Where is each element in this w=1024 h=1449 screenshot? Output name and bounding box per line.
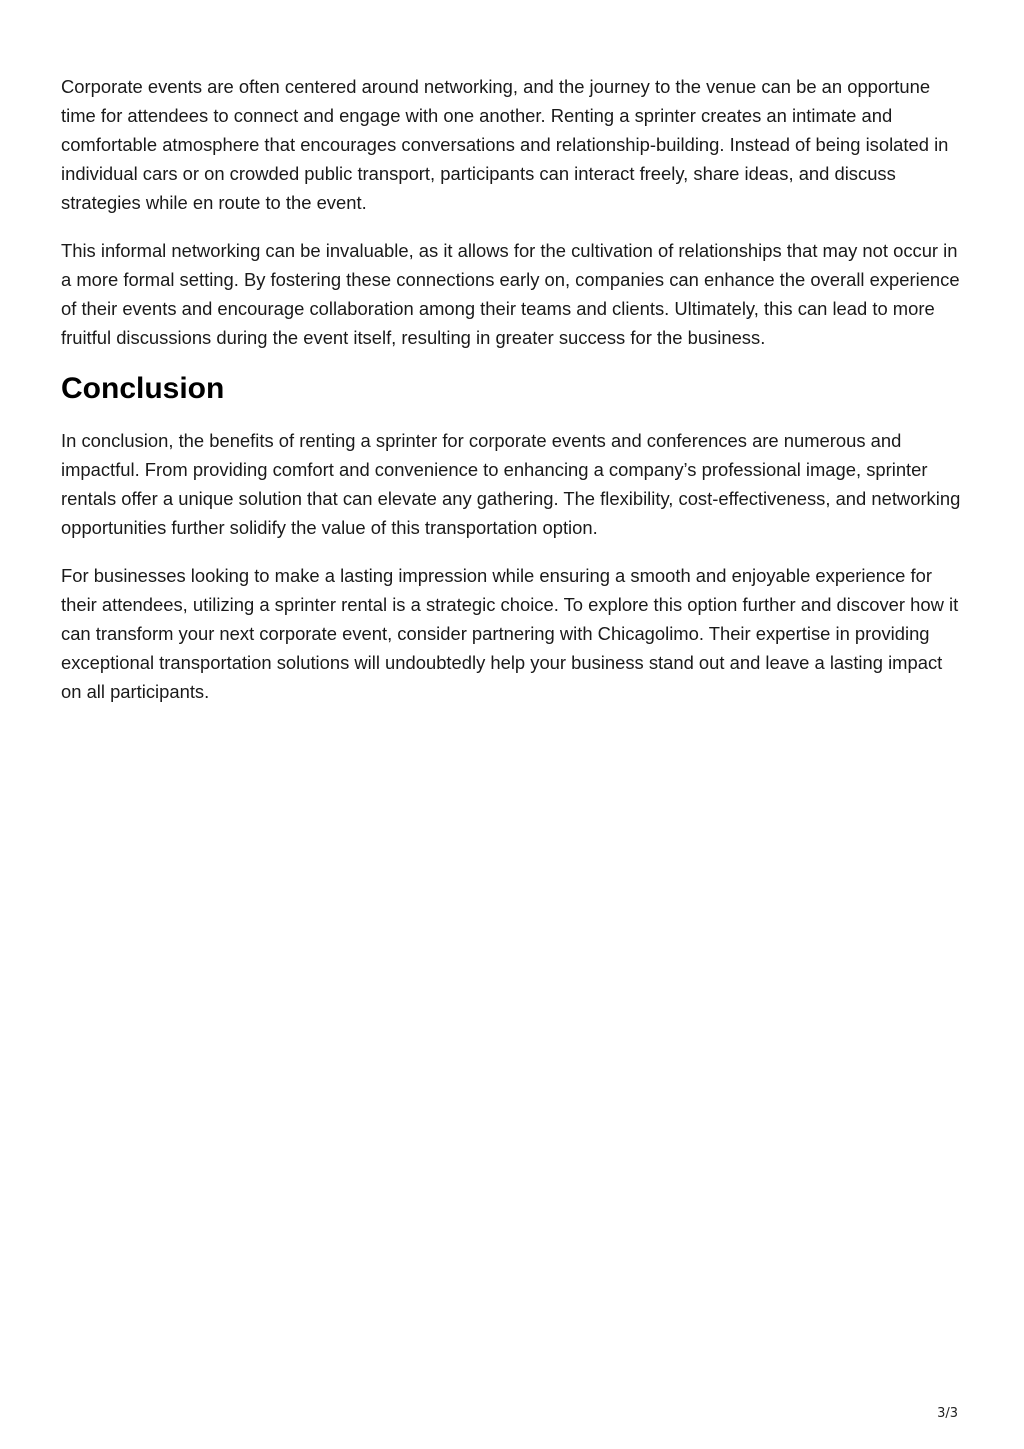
paragraph-call-to-action: For businesses looking to make a lasting impression while ensuring a smooth and enjoyable experience for their attendees, utilizing a sprinter rental is a strategic choice. To explore this option further and discover how it can transform your next corporate event, consider partnering with Chicagolimo. Their expertise in providing exceptional transportation solutions will undoubtedly help your business stand out and leave a lasting impact on all participants. — [61, 565, 959, 702]
paragraph-conclusion: In conclusion, the benefits of renting a sprinter for corporate events and conferences are numerous and impactful. From providing comfort and convenience to enhancing a company’s professional image, sprinter rentals offer a unique solution that can elevate any gathering. The flexibility, cost-effectiveness, and networking opportunities further solidify the value of this transportation option. — [61, 430, 961, 538]
paragraph-networking: Corporate events are often centered around networking, and the journey to the venue can be an opportune time for attendees to connect and engage with one another. Renting a sprinter creates an intimate and comfortable atmosphere that encourages conversations and relationship-building. Instead of being isolated in individual cars or on crowded public transport, participants can interact freely, share ideas, and discuss strategies while en route to the event. — [61, 76, 949, 213]
document-body — [61, 72, 966, 725]
paragraph-informal-networking: This informal networking can be invaluable, as it allows for the cultivation of relationships that may not occur in a more formal setting. By fostering these connections early on, companies can enhance the overall experience of their events and encourage collaboration among their teams and clients. Ultimately, this can lead to more fruitful discussions during the event itself, resulting in greater success for the business. — [61, 240, 960, 348]
conclusion-heading: Conclusion — [61, 372, 225, 405]
page-number: 3/3 — [937, 1406, 958, 1421]
